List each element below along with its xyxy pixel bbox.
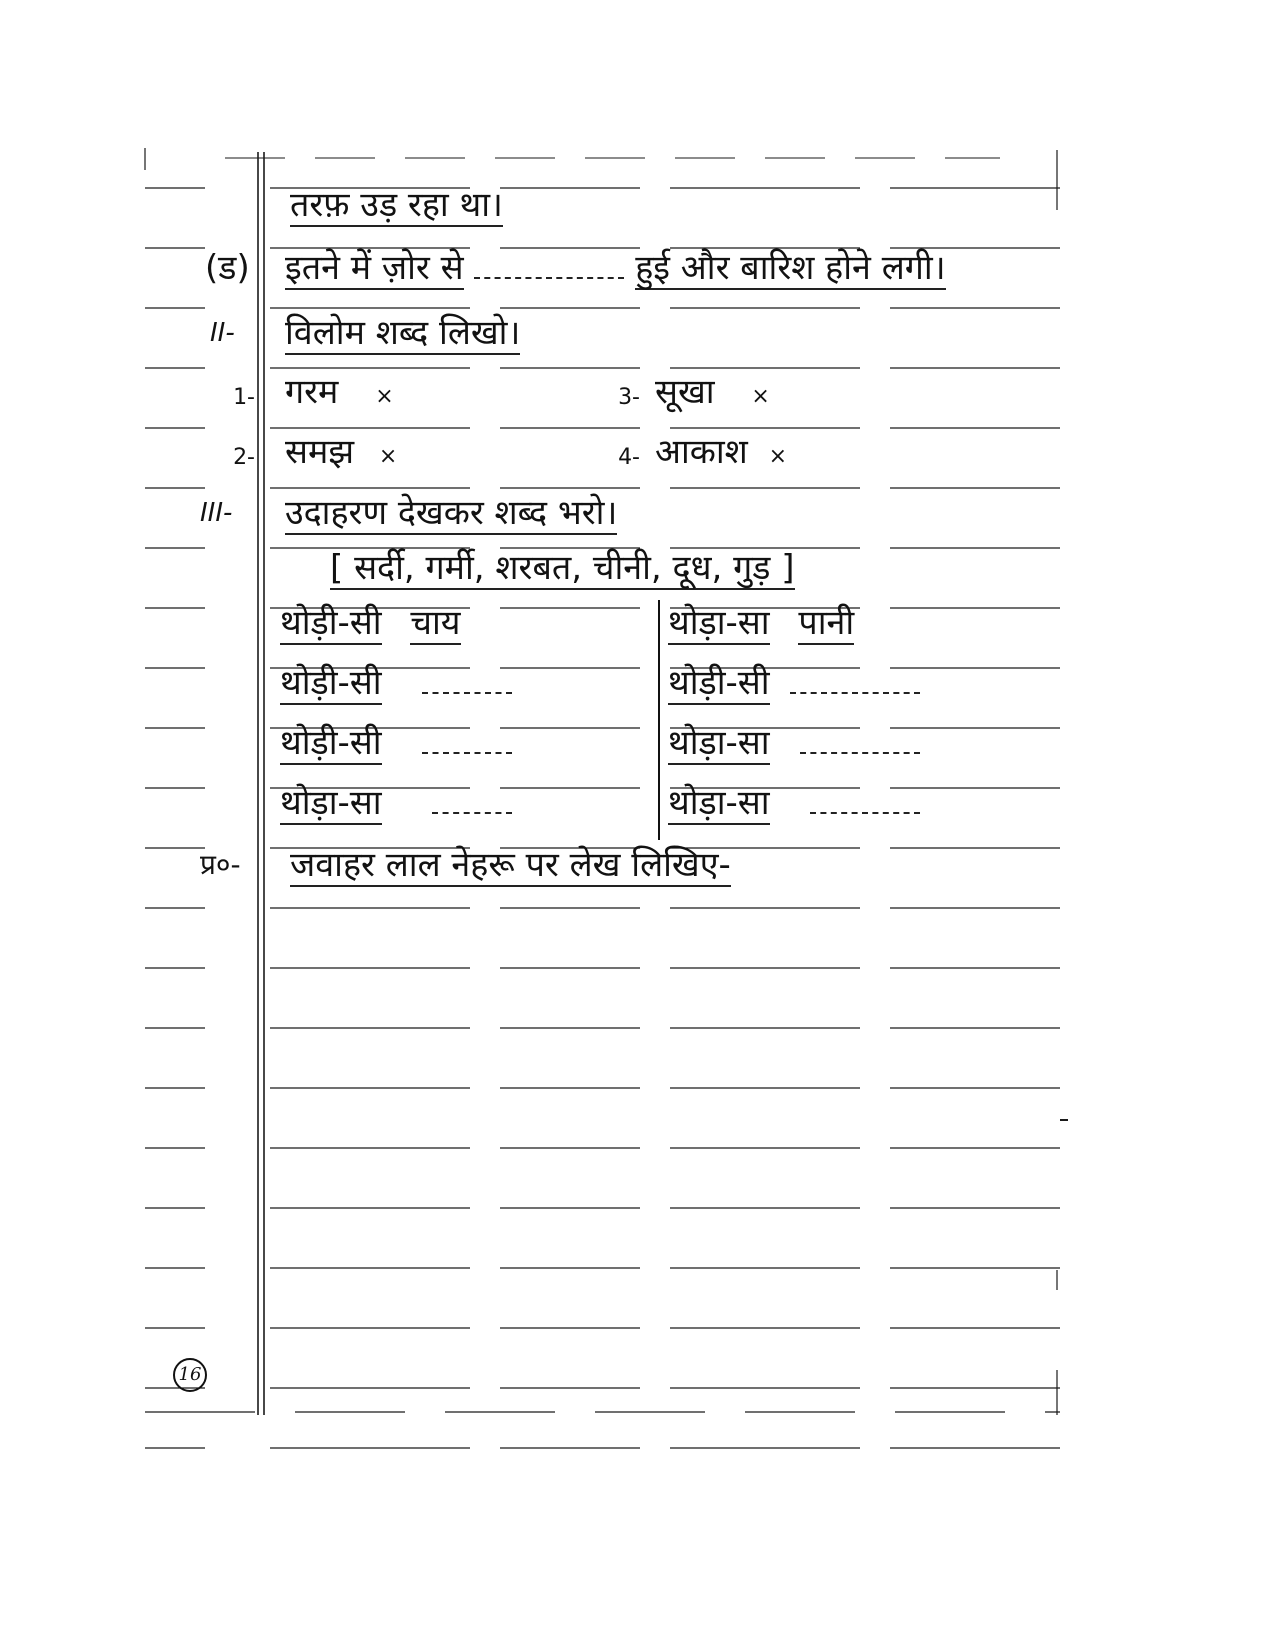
antonym-item: समझ ×: [285, 432, 398, 472]
question-d-label: (ड): [205, 248, 250, 288]
question-d-text: [285, 248, 946, 288]
sentence-continuation: तरफ़ उड़ रहा था।: [290, 185, 503, 225]
antonym-mark: ×: [375, 384, 394, 409]
fill-row-left: थोड़ी-सी: [280, 723, 512, 763]
antonym-mark: ×: [378, 444, 398, 469]
antonym-item: सूखा ×: [655, 372, 770, 412]
fill-row-left: थोड़ी-सी: [280, 663, 512, 703]
essay-prompt: जवाहर लाल नेहरू पर लेख लिखिए-: [290, 845, 731, 885]
antonym-number: 3-: [618, 385, 640, 410]
fill-row-left: थोड़ी-सी चाय: [280, 603, 461, 643]
answer-blank: [800, 752, 920, 754]
antonym-number: 4-: [618, 445, 640, 470]
antonym-mark: ×: [768, 444, 788, 469]
section-2-label: II-: [210, 318, 235, 348]
column-divider: [658, 600, 660, 840]
question-d-before: इतने में ज़ोर से: [285, 248, 464, 288]
essay-label: प्र०-: [200, 848, 241, 881]
example-answer: पानी: [798, 603, 855, 643]
fill-row-right: थोड़ा-सा पानी: [668, 603, 855, 643]
fill-row-right: थोड़ी-सी: [668, 663, 920, 703]
antonym-item: गरम ×: [285, 372, 394, 412]
section-3-label: III-: [200, 498, 233, 528]
answer-blank: [810, 812, 920, 814]
antonym-number: 2-: [233, 445, 255, 470]
fill-row-right: थोड़ा-सा: [668, 723, 920, 763]
section-2-title: विलोम शब्द लिखो।: [285, 313, 521, 353]
answer-blank: [422, 752, 512, 754]
question-d-after: हुई और बारिश होने लगी।: [635, 248, 946, 288]
answer-blank: [790, 692, 920, 694]
answer-blank: [474, 277, 624, 279]
answer-blank: [432, 812, 512, 814]
antonym-number: 1-: [233, 385, 255, 410]
answer-blank: [422, 692, 512, 694]
section-3-title: उदाहरण देखकर शब्द भरो।: [285, 493, 618, 533]
page-number: 16: [173, 1358, 207, 1392]
fill-row-right: थोड़ा-सा: [668, 783, 920, 823]
word-bank: [ सर्दी, गर्मी, शरबत, चीनी, दूध, गुड़ ]: [330, 548, 795, 588]
antonym-mark: ×: [751, 384, 770, 409]
example-answer: चाय: [410, 603, 461, 643]
antonym-item: आकाश ×: [655, 432, 788, 472]
fill-row-left: थोड़ा-सा: [280, 783, 512, 823]
